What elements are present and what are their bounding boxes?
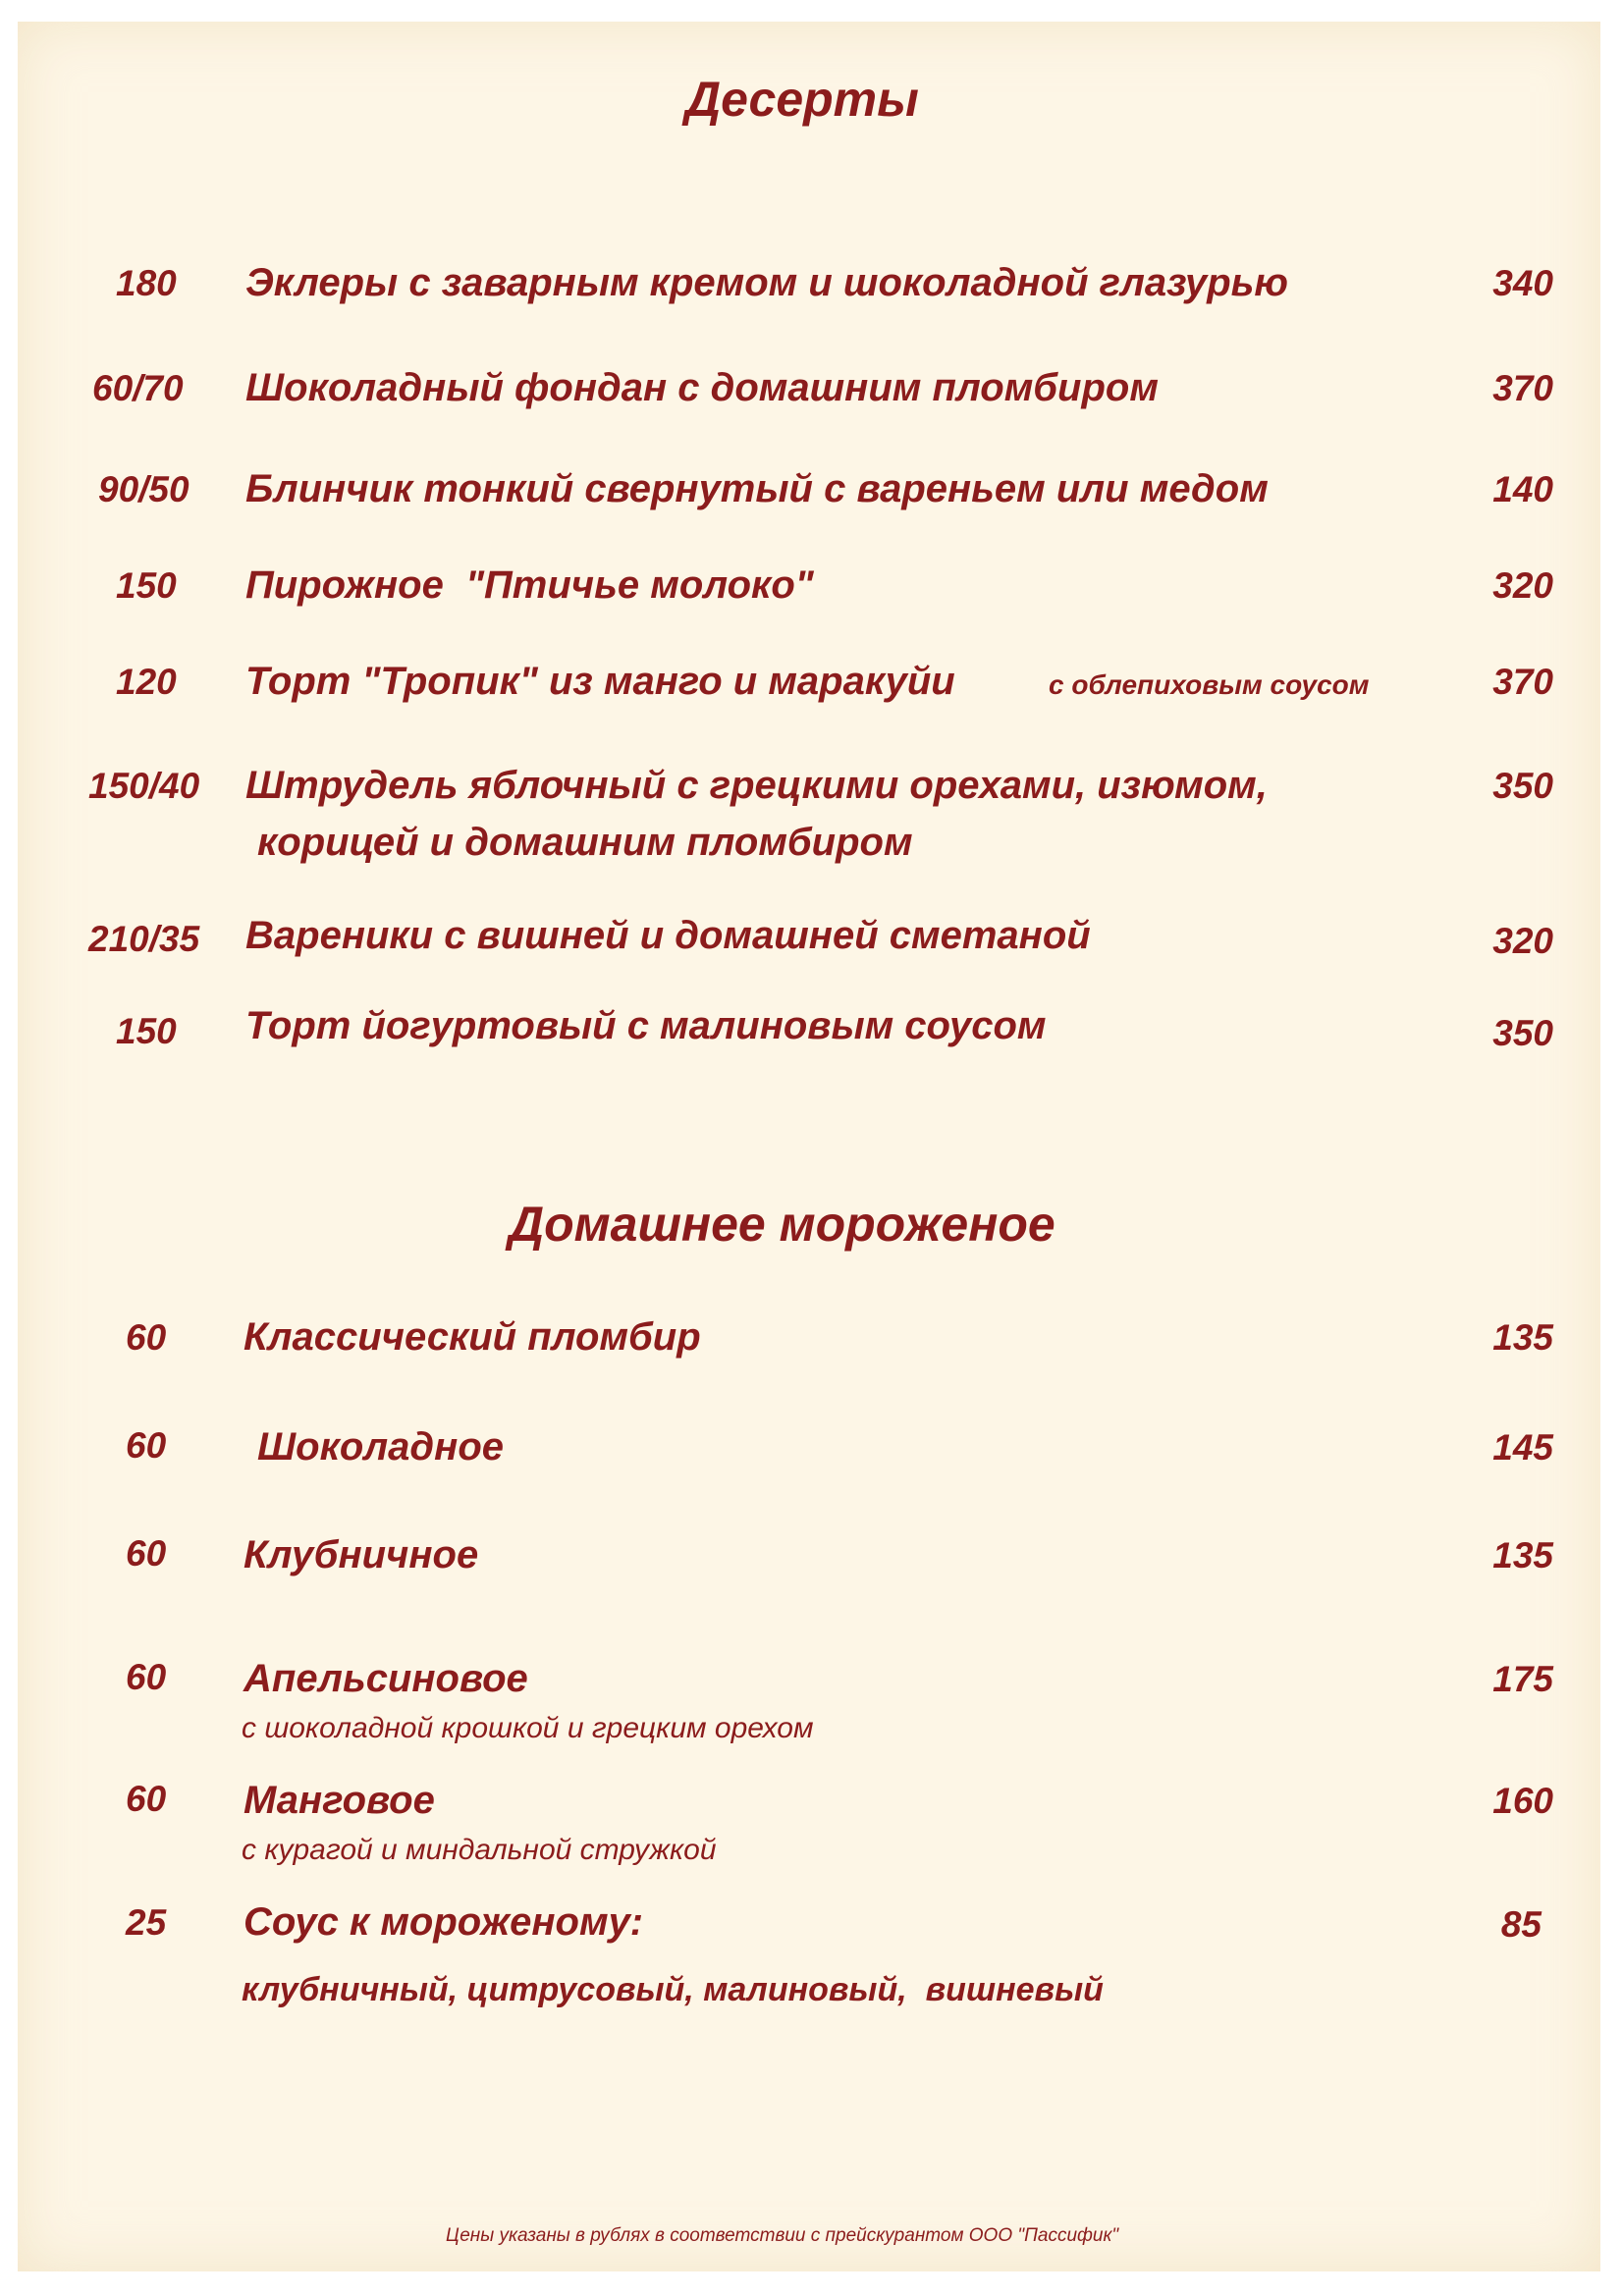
item-name: Торт "Тропик" из манго и маракуйи <box>245 660 955 703</box>
item-weight: 150 <box>116 565 177 606</box>
item-price: 350 <box>1492 766 1553 806</box>
item-name: Штрудель яблочный с грецкими орехами, изюмом, <box>245 764 1268 807</box>
item-weight: 60 <box>126 1425 167 1466</box>
item-price: 350 <box>1492 1013 1553 1053</box>
item-name: Пирожное "Птичье молоко" <box>245 563 814 607</box>
price-footnote: Цены указаны в рублях в соответствии с прейскурантом ООО "Пассифик" <box>446 2225 1119 2246</box>
item-price: 140 <box>1492 469 1553 509</box>
item-name-continued: корицей и домашним пломбиром <box>257 821 913 864</box>
item-name: Апельсиновое <box>243 1657 528 1700</box>
item-name: Манговое <box>243 1779 435 1822</box>
item-price: 160 <box>1492 1781 1553 1821</box>
item-price: 320 <box>1492 921 1553 961</box>
item-name: Клубничное <box>243 1533 479 1576</box>
item-name: Соус к мороженому: <box>243 1900 644 1944</box>
item-weight: 150 <box>116 1011 177 1051</box>
item-name: Классический пломбир <box>243 1315 701 1359</box>
item-price: 135 <box>1492 1535 1553 1575</box>
item-name: Блинчик тонкий свернутый с вареньем или медом <box>245 467 1269 510</box>
item-name: Вареники с вишней и домашней сметаной <box>245 914 1091 957</box>
item-description: клубничный, цитрусовый, малиновый, вишневый <box>242 1971 1104 2008</box>
item-price: 145 <box>1492 1427 1553 1468</box>
item-price: 370 <box>1492 368 1553 408</box>
item-price: 135 <box>1492 1317 1553 1358</box>
section-title-ice-cream: Домашнее мороженое <box>509 1197 1055 1252</box>
item-description: с курагой и миндальной стружкой <box>242 1834 717 1866</box>
item-weight: 60 <box>126 1317 167 1358</box>
item-name: Эклеры с заварным кремом и шоколадной глазурью <box>245 261 1288 304</box>
item-price: 340 <box>1492 263 1553 303</box>
item-weight: 150/40 <box>88 766 200 806</box>
item-price: 320 <box>1492 565 1553 606</box>
item-price: 175 <box>1492 1659 1553 1699</box>
item-name: Торт йогуртовый с малиновым соусом <box>245 1004 1047 1047</box>
item-price: 85 <box>1500 1904 1542 1945</box>
item-weight: 60 <box>126 1533 167 1574</box>
item-name: Шоколадное <box>257 1425 504 1468</box>
item-weight: 90/50 <box>98 469 189 509</box>
item-weight: 60 <box>126 1657 167 1697</box>
item-name: Шоколадный фондан с домашним пломбиром <box>245 366 1159 409</box>
item-weight: 210/35 <box>88 919 200 959</box>
section-title-desserts: Десерты <box>685 72 919 127</box>
item-note: с облепиховым соусом <box>1049 669 1370 700</box>
item-price: 370 <box>1492 662 1553 702</box>
item-weight: 25 <box>126 1902 167 1943</box>
item-weight: 60/70 <box>92 368 184 408</box>
item-weight: 60 <box>126 1779 167 1819</box>
item-weight: 120 <box>116 662 177 702</box>
item-weight: 180 <box>116 263 177 303</box>
item-description: с шоколадной крошкой и грецким орехом <box>242 1712 814 1744</box>
